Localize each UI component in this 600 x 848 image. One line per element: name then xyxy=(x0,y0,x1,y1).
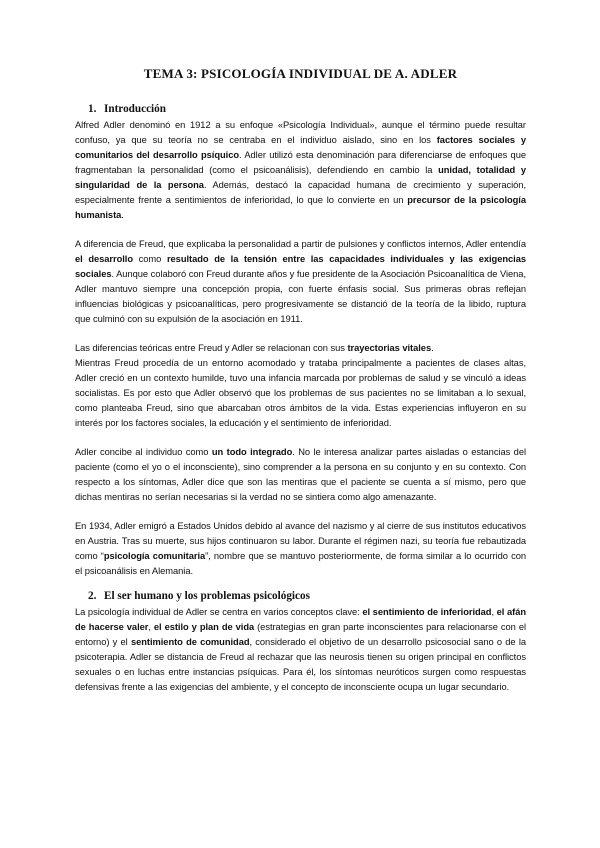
text-run: La psicología individual de Adler se centra en varios conceptos clave: xyxy=(75,607,363,617)
paragraph xyxy=(75,118,526,223)
text-run: . xyxy=(121,210,124,220)
bold-text: un todo integrado xyxy=(211,447,293,457)
bold-text: resultado de la tensión entre las capacidades individuales y las exigencias sociales xyxy=(75,254,526,279)
paragraph xyxy=(75,341,526,356)
paragraph xyxy=(75,356,526,431)
text-run: En 1934, Adler emigró a Estados Unidos debido al avance del nazismo y al cierre de sus institutos educativos en Austria. Tras su muerte, sus hijos continuaron su labor. Durante el régimen nazi, su teoría fue rebautizada como “ xyxy=(75,521,526,561)
section-heading-introduccion xyxy=(88,102,526,116)
text-run: , xyxy=(491,607,497,617)
bold-text: trayectorias vitales xyxy=(347,343,432,353)
bold-text: el desarrollo xyxy=(75,254,134,264)
paragraph xyxy=(75,237,526,327)
document-content xyxy=(75,66,526,695)
section-title: El ser humano y los problemas psicológicos xyxy=(104,590,310,602)
paragraph xyxy=(75,445,526,505)
text-run: Las diferencias teóricas entre Freud y Adler se relacionan con sus xyxy=(75,343,348,353)
bold-text: el estilo y plan de vida xyxy=(153,622,255,632)
bold-text: el sentimiento de inferioridad xyxy=(362,607,492,617)
bold-text: sentimiento de comunidad xyxy=(130,637,250,647)
bold-text: precursor de la psicología humanista xyxy=(75,195,527,220)
text-run: . Adler utilizó esta denominación para diferenciarse de enfoques que fragmentaban la personalidad (como el psicoanálisis), defendiendo en cambio la xyxy=(75,150,527,175)
section-number: 2. xyxy=(88,590,97,602)
section-title: Introducción xyxy=(104,103,166,115)
text-run: A diferencia de Freud, que explicaba la personalidad a partir de pulsiones y conflictos internos, Adler entendía xyxy=(75,239,526,249)
text-run: Adler concibe al individuo como xyxy=(75,447,212,457)
text-run: ”, nombre que se mantuvo posteriormente, de forma similar a lo ocurrido con el psicoanálisis en Alemania. xyxy=(75,551,526,576)
text-run: (estrategias en gran parte inconscientes para relacionarse con el entorno) y el xyxy=(75,622,526,647)
bold-text: psicología comunitaria xyxy=(103,551,206,561)
section-number: 1. xyxy=(88,103,97,115)
paragraph xyxy=(75,605,526,695)
section-heading-ser-humano xyxy=(88,589,526,603)
bold-text: unidad, totalidad y singularidad de la persona xyxy=(75,165,526,190)
document-title: TEMA 3: PSICOLOGÍA INDIVIDUAL DE A. ADLER xyxy=(143,66,458,81)
bold-text: el afán de hacerse valer xyxy=(75,607,527,632)
text-run: , xyxy=(148,622,154,632)
text-run: , considerado el objetivo de un desarrollo psicosocial sano o de la psicoterapia. Adler se distancia de Freud al rechazar que las neurosis tienen su origen principal en conflictos sexuales o en luchas entre instancias psíquicas. Para él, los síntomas neuróticos surgen como respuestas defensivas frente a las exigencias del ambiente, y el concepto de inconsciente ocupa un lugar secundario. xyxy=(75,637,526,692)
text-run: Mientras Freud procedía de un entorno acomodado y trataba principalmente a pacientes de clases altas, Adler creció en un contexto humilde, tuvo una infancia marcada por problemas de salud y se vinculó a ideas socialistas. Es por esto que Adler observó que los problemas de sus pacientes no se limitaban a lo sexual, como planteaba Freud, sino que abarcaban otros ámbitos de la vida. Estas experiencias influyeron en su interés por los factores sociales, la educación y el sentimiento de inferioridad. xyxy=(75,358,526,428)
bold-text: factores sociales y comunitarios del desarrollo psíquico xyxy=(75,135,526,160)
text-run: como xyxy=(133,254,167,264)
text-run: . xyxy=(431,343,434,353)
text-run: Alfred Adler denominó en 1912 a su enfoque «Psicología Individual», aunque el término puede resultar confuso, ya que su teoría no se centraba en el individuo aislado, sino en los xyxy=(75,120,526,145)
paragraph xyxy=(75,519,526,579)
text-run: . Aunque colaboró con Freud durante años y fue presidente de la Asociación Psicoanalítica de Viena, Adler mantuvo siempre una concepción propia, con fuerte énfasis social. Sus primeras obras reflejan influencias biológicas y psicoanalíticas, pero progresivamente se distanció de la teoría de la libido, ruptura que culminó con su expulsión de la asociación en 1911. xyxy=(75,269,526,324)
text-run: . No le interesa analizar partes aisladas o estancias del paciente (como el yo o el inconsciente), sino comprender a la persona en su conjunto y en su contexto. Con respecto a los síntomas, Adler dice que son las mentiras que el paciente se cuenta a sí mismo, pero que dichas mentiras no serían necesarias si la verdad no se sintiera como algo amenazante. xyxy=(75,447,526,502)
text-run: . Además, destacó la capacidad humana de crecimiento y superación, especialmente frente a sentimientos de inferioridad, lo que lo convierte en un xyxy=(75,180,526,205)
